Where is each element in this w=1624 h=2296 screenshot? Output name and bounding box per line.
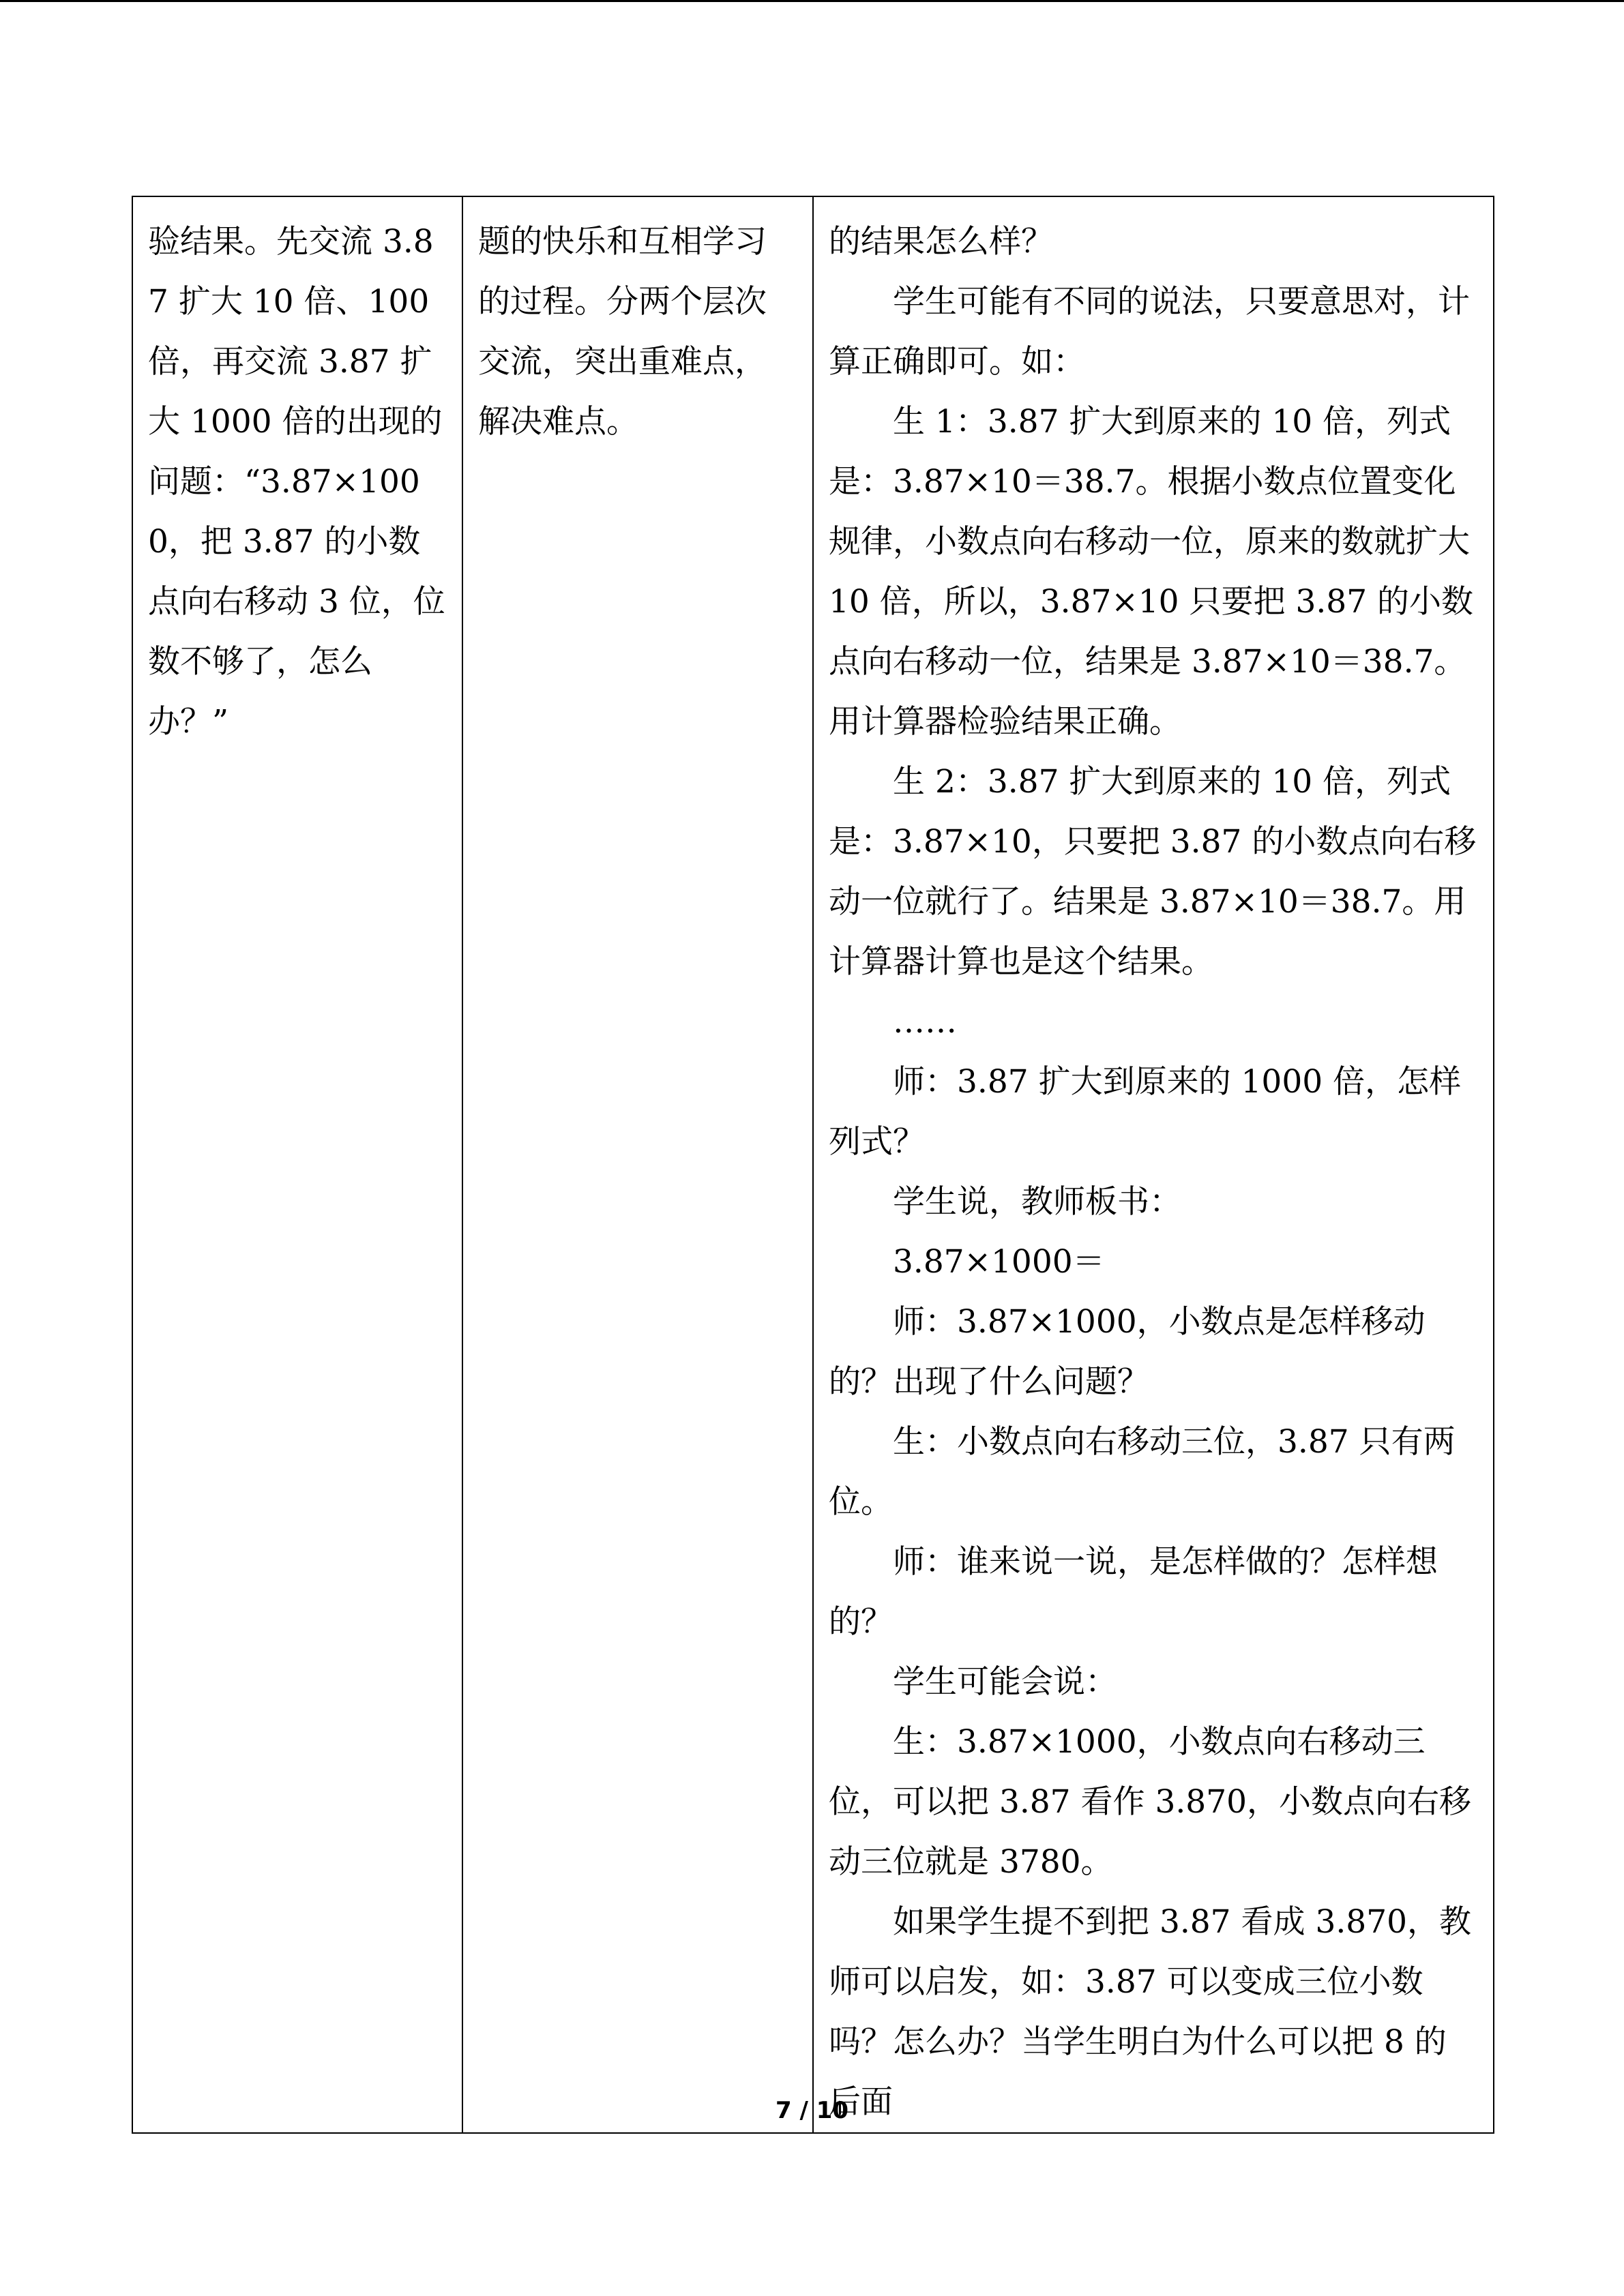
process-paragraph: 生 1：3.87 扩大到原来的 10 倍，列式是：3.87×10＝38.7。根据小数点位置变化规律，小数点向右移动一位，原来的数就扩大 10 倍，所以，3.87×10 只要把 3.87 的小数点向右移动一位，结果是 3.87×10＝38.7。用计算器检验结果正确。 bbox=[829, 403, 1474, 741]
top-border-line bbox=[0, 0, 1624, 2]
process-paragraph: 学生可能会说： bbox=[893, 1663, 1117, 1701]
activity-text: 验结果。先交流 3.87 扩大 10 倍、100 倍，再交流 3.87 扩大 1000 倍的出现的问题：“3.87×1000，把 3.87 的小数点向右移动 3 位，位数不够了，怎么办？” bbox=[148, 223, 445, 741]
process-paragraph: 如果学生提不到把 3.87 看成 3.870，教师可以启发，如：3.87 可以变成三位小数吗？怎么办？当学生明白为什么可以把 8 的后面 bbox=[829, 1903, 1472, 2121]
lesson-plan-table bbox=[132, 196, 1494, 2134]
intent-text: 题的快乐和互相学习的过程。分两个层次交流，突出重难点，解决难点。 bbox=[478, 223, 767, 441]
process-paragraph: 的结果怎么样？ bbox=[829, 223, 1053, 260]
page-number: 7 / 10 bbox=[775, 2097, 849, 2124]
process-paragraph: 3.87×1000＝ bbox=[893, 1243, 1105, 1281]
process-paragraph: 生：3.87×1000，小数点向右移动三位，可以把 3.87 看作 3.870，小数点向右移动三位就是 3780。 bbox=[829, 1723, 1472, 1881]
process-paragraph: 生：小数点向右移动三位，3.87 只有两位。 bbox=[829, 1423, 1456, 1521]
process-paragraph: …… bbox=[893, 1003, 957, 1041]
process-paragraph: 生 2：3.87 扩大到原来的 10 倍，列式是：3.87×10，只要把 3.87 的小数点向右移动一位就行了。结果是 3.87×10＝38.7。用计算器计算也是这个结果。 bbox=[829, 763, 1477, 981]
process-paragraph: 师：3.87 扩大到原来的 1000 倍，怎样列式？ bbox=[829, 1063, 1462, 1161]
process-cell bbox=[813, 196, 1494, 2133]
activity-cell bbox=[132, 196, 462, 2133]
process-paragraph: 师：谁来说一说，是怎样做的？怎样想的？ bbox=[829, 1543, 1438, 1641]
process-paragraph: 师：3.87×1000，小数点是怎样移动的？出现了什么问题？ bbox=[829, 1303, 1426, 1401]
process-paragraph: 学生说，教师板书： bbox=[893, 1183, 1181, 1221]
table-row bbox=[132, 196, 1494, 2133]
process-paragraph: 学生可能有不同的说法，只要意思对，计算正确即可。如： bbox=[829, 283, 1470, 381]
intent-cell bbox=[462, 196, 813, 2133]
